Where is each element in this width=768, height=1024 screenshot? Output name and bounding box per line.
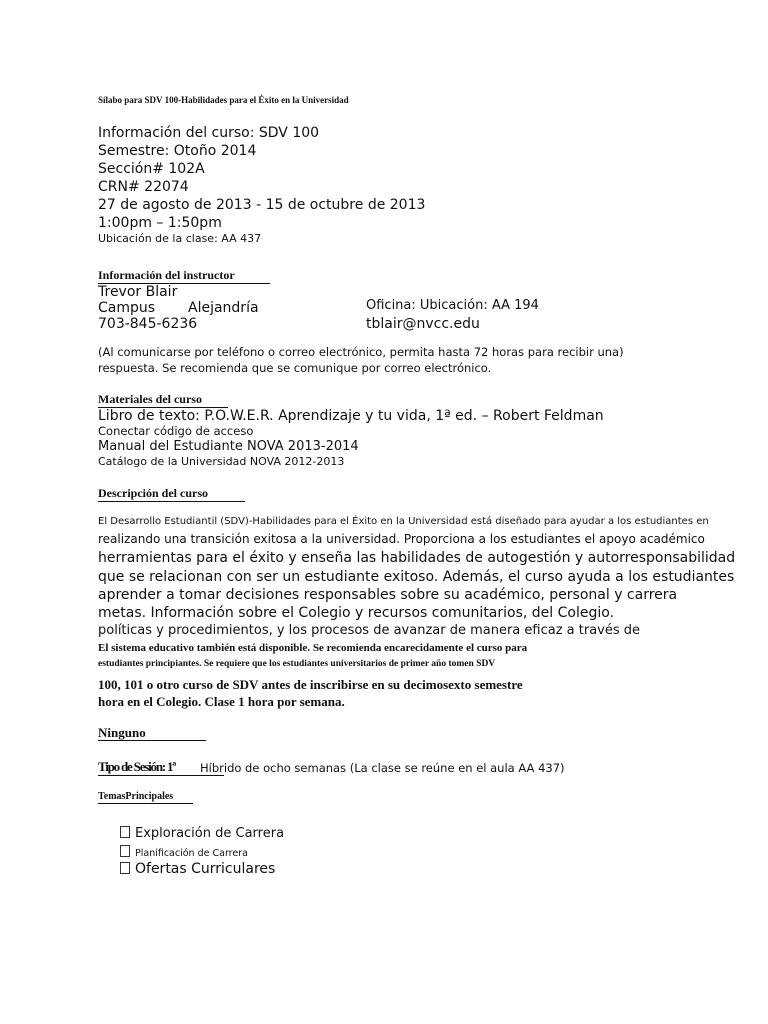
materials-access-code: Conectar código de acceso bbox=[98, 424, 254, 438]
description-line-5: aprender a tomar decisiones responsables sobre su académico, personal y carrera bbox=[98, 587, 678, 603]
contact-note-line1: (Al comunicarse por teléfono o correo electrónico, permita hasta 72 horas para recibir una) bbox=[98, 345, 624, 359]
topic-item bbox=[120, 861, 275, 877]
description-line-1: El Desarrollo Estudiantil (SDV)-Habilidades para el Éxito en la Universidad está diseñado para ayudar a los estudiantes en bbox=[98, 516, 709, 527]
materials-student-manual: Manual del Estudiante NOVA 2013-2014 bbox=[98, 439, 359, 454]
description-heading-underline bbox=[98, 501, 245, 502]
course-section: Sección# 102A bbox=[98, 161, 205, 177]
checkbox-glyph-icon bbox=[120, 845, 130, 857]
prerequisite-underline bbox=[98, 740, 206, 741]
course-semester: Semestre: Otoño 2014 bbox=[98, 143, 257, 159]
course-location: Ubicación de la clase: AA 437 bbox=[98, 232, 262, 245]
prerequisite-value: Ninguno bbox=[98, 725, 146, 740]
document-title: Sílabo para SDV 100-Habilidades para el Éxito en la Universidad bbox=[98, 95, 349, 105]
materials-catalog: Catálogo de la Universidad NOVA 2012-2013 bbox=[98, 455, 345, 468]
instructor-heading: Información del instructor bbox=[98, 268, 235, 282]
description-line-11: hora en el Colegio. Clase 1 hora por semana. bbox=[98, 694, 345, 709]
description-line-3: herramientas para el éxito y enseña las habilidades de autogestión y autorresponsabilidad bbox=[98, 550, 736, 566]
course-crn: CRN# 22074 bbox=[98, 179, 189, 195]
materials-heading: Materiales del curso bbox=[98, 392, 202, 406]
course-time: 1:00pm – 1:50pm bbox=[98, 215, 222, 231]
topics-heading-underline bbox=[98, 803, 193, 804]
description-line-2: realizando una transición exitosa a la universidad. Proporciona a los estudiantes el apoyo académico bbox=[98, 532, 705, 546]
topic-label: Exploración de Carrera bbox=[135, 826, 285, 841]
course-name: Información del curso: SDV 100 bbox=[98, 125, 320, 141]
materials-textbook: Libro de texto: P.O.W.E.R. Aprendizaje y tu vida, 1ª ed. – Robert Feldman bbox=[98, 408, 604, 424]
description-line-10: 100, 101 o otro curso de SDV antes de inscribirse en su decimosexto semestre bbox=[98, 677, 523, 692]
contact-note-line2: respuesta. Se recomienda que se comunique por correo electrónico. bbox=[98, 361, 492, 375]
description-heading: Descripción del curso bbox=[98, 486, 208, 500]
instructor-campus-label: Campus bbox=[98, 300, 156, 316]
checkbox-glyph-icon bbox=[120, 826, 130, 838]
course-dates: 27 de agosto de 2013 - 15 de octubre de 2013 bbox=[98, 197, 426, 213]
topics-heading: TemasPrincipales bbox=[98, 791, 174, 802]
instructor-name: Trevor Blair bbox=[98, 284, 178, 300]
topic-label: Ofertas Curriculares bbox=[135, 861, 276, 877]
description-line-8: El sistema educativo también está disponible. Se recomienda encarecidamente el curso para bbox=[98, 642, 528, 654]
instructor-email: tblair@nvcc.edu bbox=[366, 316, 480, 332]
description-line-6: metas. Información sobre el Colegio y recursos comunitarios, del Colegio. bbox=[98, 605, 615, 621]
description-line-9: estudiantes principiantes. Se requiere que los estudiantes universitarios de primer año tomen SDV bbox=[98, 659, 496, 669]
instructor-campus-value: Alejandría bbox=[188, 300, 259, 316]
checkbox-glyph-icon bbox=[120, 862, 130, 874]
description-line-7: políticas y procedimientos, y los procesos de avanzar de manera eficaz a través de bbox=[98, 623, 641, 638]
instructor-office: Oficina: Ubicación: AA 194 bbox=[366, 298, 539, 313]
session-type-value: Híbrido de ocho semanas (La clase se reúne en el aula AA 437) bbox=[200, 761, 565, 775]
description-line-4: que se relacionan con ser un estudiante exitoso. Además, el curso ayuda a los estudiantes bbox=[98, 569, 735, 585]
instructor-phone: 703-845-6236 bbox=[98, 316, 198, 332]
topic-item bbox=[120, 826, 284, 842]
session-type-label: Tipo de Sesión: 1ª bbox=[98, 759, 176, 774]
topic-item bbox=[120, 845, 248, 860]
topic-label: Planificación de Carrera bbox=[135, 848, 248, 859]
